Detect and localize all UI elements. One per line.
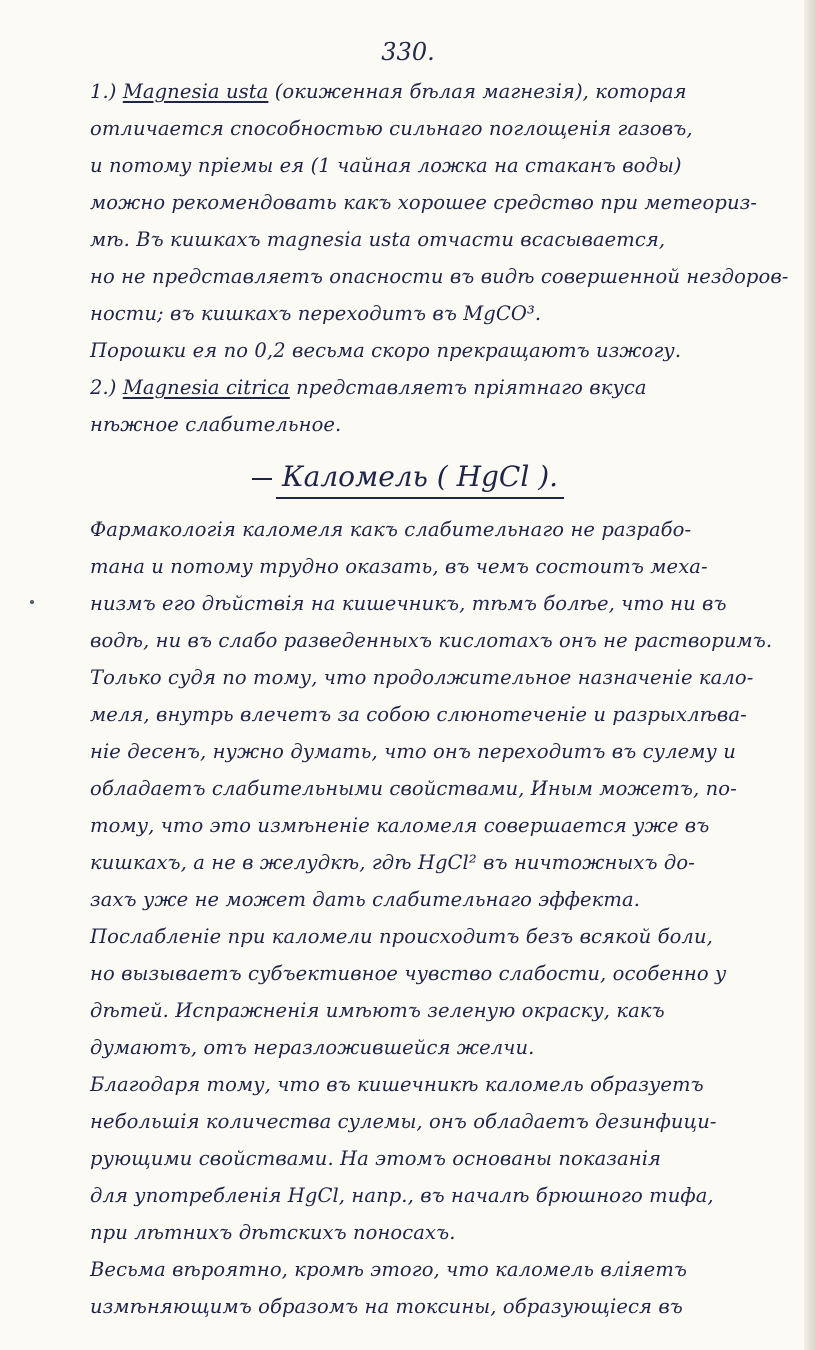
text-line: нѣжное слабительное. — [90, 413, 342, 436]
term-magnesia-citrica: Magnesia citrica — [122, 376, 290, 399]
text-line: 2.) Magnesia citrica представляетъ пріятнаго вкуса — [90, 376, 647, 399]
heading-dash — [252, 478, 272, 480]
text-line: меля, внутрь влечетъ за собою слюнотеченіе и разрыхлѣва- — [90, 703, 747, 726]
page-edge-shadow — [804, 0, 816, 1350]
text-line: водѣ, ни въ слабо разведенныхъ кислотахъ онъ не растворимъ. — [90, 629, 773, 652]
text-line: отличается способностью сильнаго поглощенія газовъ, — [90, 117, 693, 140]
text-line: Весьма вѣроятно, кромѣ этого, что каломель вліяетъ — [90, 1258, 688, 1281]
text-line: но не представляетъ опасности въ видѣ совершенной нездоров- — [90, 265, 789, 288]
text-line: мѣ. Въ кишкахъ magnesia usta отчасти всасывается, — [90, 228, 666, 251]
text-line: измѣняющимъ образомъ на токсины, образующіеся въ — [90, 1295, 683, 1318]
text-line: можно рекомендовать какъ хорошее средство при метеориз- — [90, 191, 758, 214]
term-magnesia-usta: Magnesia usta — [122, 80, 269, 103]
text-line: низмъ его дѣйствія на кишечникъ, тѣмъ болѣе, что ни въ — [90, 592, 727, 615]
text-line: небольшія количества сулемы, онъ обладаетъ дезинфици- — [90, 1110, 717, 1133]
text-line: рующими свойствами. На этомъ основаны показанія — [90, 1147, 662, 1170]
text-line: захъ уже не может дать слабительнаго эффекта. — [90, 888, 641, 911]
text-line: дѣтей. Испражненія имѣютъ зеленую окраску, какъ — [90, 999, 665, 1022]
text-line: обладаетъ слабительными свойствами, Иным можетъ, по- — [90, 777, 737, 800]
text-line: тана и потому трудно оказать, въ чемъ состоитъ меха- — [90, 555, 708, 578]
text-line: думаютъ, отъ неразложившейся желчи. — [90, 1036, 535, 1059]
text-line: Фармакологія каломеля какъ слабительнаго не разрабо- — [90, 518, 692, 541]
text-line: но вызываетъ субъективное чувство слабости, особенно у — [90, 962, 727, 985]
section-heading — [0, 460, 816, 493]
text-line: Только судя по тому, что продолжительное назначеніе кало- — [90, 666, 754, 689]
text-line: и потому пріемы ея (1 чайная ложка на стаканъ воды) — [90, 154, 682, 177]
text-line: Порошки ея по 0,2 весьма скоро прекращаютъ изжогу. — [90, 339, 682, 362]
margin-dot — [30, 600, 34, 604]
text-line: тому, что это измѣненіе каломеля совершается уже въ — [90, 814, 710, 837]
text-line: ности; въ кишкахъ переходитъ въ MgCO³. — [90, 302, 542, 325]
page-number: 330. — [381, 38, 435, 66]
text-line: 1.) Magnesia usta (окиженная бѣлая магнезія), которая — [90, 80, 687, 103]
heading-text: Каломель ( HgCl ). — [276, 460, 564, 499]
text-line: Послабленіе при каломели происходитъ безъ всякой боли, — [90, 925, 713, 948]
text-line: кишкахъ, а не в желудкѣ, гдѣ HgCl² въ ничтожныхъ до- — [90, 851, 695, 874]
text-line: при лѣтнихъ дѣтскихъ поносахъ. — [90, 1221, 456, 1244]
text-line: для употребленія HgCl, напр., въ началѣ брюшного тифа, — [90, 1184, 714, 1207]
text-line: Благодаря тому, что въ кишечникѣ каломель образуетъ — [90, 1073, 704, 1096]
text-line: ніе десенъ, нужно думать, что онъ переходитъ въ сулему и — [90, 740, 736, 763]
